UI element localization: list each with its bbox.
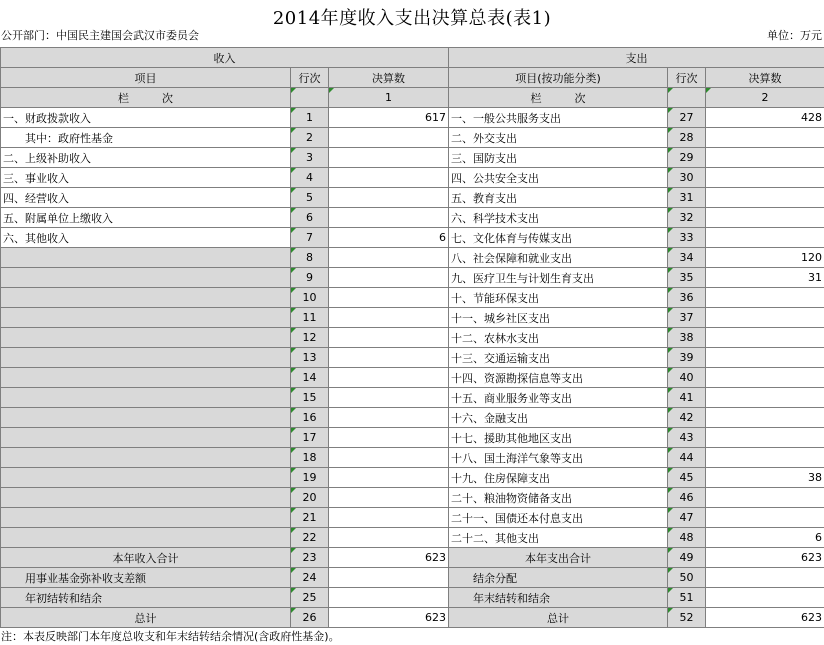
- income-header: 收入: [1, 48, 449, 68]
- income-amount[interactable]: [329, 268, 449, 288]
- table-row: [1, 408, 824, 428]
- income-row-number: 22: [291, 528, 329, 548]
- expense-amount-header: 决算数: [706, 68, 824, 88]
- table-row: [1, 348, 824, 368]
- income-amount[interactable]: [329, 348, 449, 368]
- expense-item: 五、教育支出: [449, 188, 668, 208]
- income-rowno-header: 行次: [291, 68, 329, 88]
- expense-item: 二十二、其他支出: [449, 528, 668, 548]
- expense-row-number: 48: [668, 528, 706, 548]
- table-row: [1, 208, 824, 228]
- expense-col-blank: [668, 88, 706, 108]
- income-item: [1, 268, 291, 288]
- expense-amount[interactable]: [706, 408, 824, 428]
- income-row-number: 10: [291, 288, 329, 308]
- expense-amount[interactable]: [706, 168, 824, 188]
- income-amount[interactable]: [329, 388, 449, 408]
- income-item: [1, 528, 291, 548]
- expense-total-label: 总计: [449, 608, 668, 628]
- income-col-index: 1: [329, 88, 449, 108]
- expense-row-number: 44: [668, 448, 706, 468]
- expense-item: 十九、住房保障支出: [449, 468, 668, 488]
- expense-amount[interactable]: 120: [706, 248, 824, 268]
- expense-header: 支出: [449, 48, 824, 68]
- total-row: [1, 568, 824, 588]
- income-item: [1, 448, 291, 468]
- income-item: [1, 508, 291, 528]
- expense-row-number: 43: [668, 428, 706, 448]
- expense-item: 十七、援助其他地区支出: [449, 428, 668, 448]
- income-item: 六、其他收入: [1, 228, 291, 248]
- expense-item: 十三、交通运输支出: [449, 348, 668, 368]
- income-total-label: 本年收入合计: [1, 548, 291, 568]
- expense-item: 三、国防支出: [449, 148, 668, 168]
- total-row: [1, 608, 824, 628]
- table-row: [1, 388, 824, 408]
- expense-item: 十五、商业服务业等支出: [449, 388, 668, 408]
- expense-row-number: 46: [668, 488, 706, 508]
- expense-item: 四、公共安全支出: [449, 168, 668, 188]
- expense-amount[interactable]: [706, 288, 824, 308]
- expense-row-number: 47: [668, 508, 706, 528]
- expense-row-number: 40: [668, 368, 706, 388]
- expense-amount[interactable]: [706, 308, 824, 328]
- income-amount[interactable]: [329, 328, 449, 348]
- expense-amount[interactable]: [706, 348, 824, 368]
- income-item: [1, 388, 291, 408]
- expense-row-number: 38: [668, 328, 706, 348]
- income-total-amount[interactable]: 623: [329, 548, 449, 568]
- expense-row-number: 49: [668, 548, 706, 568]
- income-row-number: 9: [291, 268, 329, 288]
- expense-item: 十二、农林水支出: [449, 328, 668, 348]
- income-total-label: 用事业基金弥补收支差额: [1, 568, 291, 588]
- expense-amount[interactable]: [706, 488, 824, 508]
- income-row-number: 14: [291, 368, 329, 388]
- income-total-amount[interactable]: [329, 588, 449, 608]
- income-row-number: 23: [291, 548, 329, 568]
- expense-row-number: 36: [668, 288, 706, 308]
- expense-item: 二、外交支出: [449, 128, 668, 148]
- income-item: 其中：政府性基金: [1, 128, 291, 148]
- table-row: [1, 108, 824, 128]
- table-row: [1, 488, 824, 508]
- expense-row-number: 28: [668, 128, 706, 148]
- income-item: [1, 248, 291, 268]
- expense-total-amount[interactable]: 623: [706, 608, 824, 628]
- income-total-amount[interactable]: [329, 568, 449, 588]
- table-row: [1, 268, 824, 288]
- income-row-number: 21: [291, 508, 329, 528]
- income-item: [1, 348, 291, 368]
- section-header-row: [1, 48, 824, 68]
- income-amount[interactable]: [329, 488, 449, 508]
- income-col-label: 栏 次: [1, 88, 291, 108]
- expense-item: 十六、金融支出: [449, 408, 668, 428]
- expense-row-number: 37: [668, 308, 706, 328]
- table-row: [1, 328, 824, 348]
- expense-item: 六、科学技术支出: [449, 208, 668, 228]
- income-amount[interactable]: [329, 308, 449, 328]
- table-row: [1, 468, 824, 488]
- income-row-number: 20: [291, 488, 329, 508]
- expense-total-label: 本年支出合计: [449, 548, 668, 568]
- expense-item: 二十一、国债还本付息支出: [449, 508, 668, 528]
- expense-item: 十一、城乡社区支出: [449, 308, 668, 328]
- income-amount[interactable]: [329, 428, 449, 448]
- department-label: 公开部门：中国民主建国会武汉市委员会: [1, 29, 199, 42]
- table-row: [1, 308, 824, 328]
- expense-amount[interactable]: 6: [706, 528, 824, 548]
- expense-amount[interactable]: [706, 128, 824, 148]
- expense-amount[interactable]: 31: [706, 268, 824, 288]
- table-row: [1, 368, 824, 388]
- footnote: 注：本表反映部门本年度总收支和年末结转结余情况(含政府性基金)。: [1, 630, 340, 643]
- expense-item: 二十、粮油物资储备支出: [449, 488, 668, 508]
- expense-row-number: 32: [668, 208, 706, 228]
- income-amount[interactable]: [329, 528, 449, 548]
- summary-table: [0, 47, 824, 628]
- income-row-number: 18: [291, 448, 329, 468]
- income-amount[interactable]: [329, 248, 449, 268]
- income-row-number: 8: [291, 248, 329, 268]
- income-amount[interactable]: [329, 128, 449, 148]
- expense-row-number: 31: [668, 188, 706, 208]
- expense-amount[interactable]: [706, 228, 824, 248]
- table-row: [1, 148, 824, 168]
- total-row: [1, 588, 824, 608]
- expense-rowno-header: 行次: [668, 68, 706, 88]
- expense-row-number: 52: [668, 608, 706, 628]
- expense-item: 九、医疗卫生与计划生育支出: [449, 268, 668, 288]
- income-row-number: 5: [291, 188, 329, 208]
- expense-row-number: 41: [668, 388, 706, 408]
- expense-row-number: 45: [668, 468, 706, 488]
- income-row-number: 3: [291, 148, 329, 168]
- income-total-amount[interactable]: 623: [329, 608, 449, 628]
- table-row: [1, 448, 824, 468]
- income-row-number: 12: [291, 328, 329, 348]
- income-row-number: 16: [291, 408, 329, 428]
- income-amount[interactable]: [329, 508, 449, 528]
- expense-row-number: 51: [668, 588, 706, 608]
- expense-total-amount[interactable]: [706, 588, 824, 608]
- income-item: 五、附属单位上缴收入: [1, 208, 291, 228]
- expense-amount[interactable]: [706, 208, 824, 228]
- expense-amount[interactable]: [706, 328, 824, 348]
- income-row-number: 11: [291, 308, 329, 328]
- expense-item-header: 项目(按功能分类): [449, 68, 668, 88]
- table-row: [1, 528, 824, 548]
- expense-col-label: 栏 次: [449, 88, 668, 108]
- income-row-number: 1: [291, 108, 329, 128]
- income-amount[interactable]: 6: [329, 228, 449, 248]
- expense-item: 十、节能环保支出: [449, 288, 668, 308]
- table-row: [1, 128, 824, 148]
- expense-row-number: 35: [668, 268, 706, 288]
- expense-item: 十八、国土海洋气象等支出: [449, 448, 668, 468]
- income-row-number: 15: [291, 388, 329, 408]
- income-item: [1, 408, 291, 428]
- income-item: [1, 328, 291, 348]
- income-item: [1, 288, 291, 308]
- expense-item: 七、文化体育与传媒支出: [449, 228, 668, 248]
- column-header-row: [1, 68, 824, 88]
- expense-amount[interactable]: [706, 148, 824, 168]
- total-row: [1, 548, 824, 568]
- expense-row-number: 39: [668, 348, 706, 368]
- expense-row-number: 34: [668, 248, 706, 268]
- income-item: 一、财政拨款收入: [1, 108, 291, 128]
- income-row-number: 26: [291, 608, 329, 628]
- income-item: [1, 308, 291, 328]
- income-row-number: 13: [291, 348, 329, 368]
- income-item: [1, 468, 291, 488]
- table-row: [1, 248, 824, 268]
- income-amount[interactable]: [329, 468, 449, 488]
- income-row-number: 25: [291, 588, 329, 608]
- income-amount-header: 决算数: [329, 68, 449, 88]
- income-col-blank: [291, 88, 329, 108]
- income-total-label: 年初结转和结余: [1, 588, 291, 608]
- income-item: [1, 428, 291, 448]
- table-row: [1, 288, 824, 308]
- expense-amount[interactable]: 428: [706, 108, 824, 128]
- column-index-row: [1, 88, 824, 108]
- expense-row-number: 29: [668, 148, 706, 168]
- income-total-label: 总计: [1, 608, 291, 628]
- income-row-number: 7: [291, 228, 329, 248]
- expense-amount[interactable]: [706, 428, 824, 448]
- expense-item: 一、一般公共服务支出: [449, 108, 668, 128]
- income-item: 三、事业收入: [1, 168, 291, 188]
- table-row: [1, 168, 824, 188]
- income-amount[interactable]: [329, 188, 449, 208]
- income-row-number: 24: [291, 568, 329, 588]
- expense-total-label: 年末结转和结余: [449, 588, 668, 608]
- expense-amount[interactable]: [706, 448, 824, 468]
- income-amount[interactable]: [329, 148, 449, 168]
- expense-row-number: 50: [668, 568, 706, 588]
- expense-amount[interactable]: [706, 388, 824, 408]
- income-amount[interactable]: [329, 208, 449, 228]
- income-item: [1, 488, 291, 508]
- income-item-header: 项目: [1, 68, 291, 88]
- expense-total-amount[interactable]: 623: [706, 548, 824, 568]
- expense-total-amount[interactable]: [706, 568, 824, 588]
- expense-row-number: 42: [668, 408, 706, 428]
- income-item: 四、经营收入: [1, 188, 291, 208]
- income-row-number: 4: [291, 168, 329, 188]
- income-amount[interactable]: [329, 168, 449, 188]
- expense-item: 十四、资源勘探信息等支出: [449, 368, 668, 388]
- expense-col-index: 2: [706, 88, 824, 108]
- expense-row-number: 33: [668, 228, 706, 248]
- income-amount[interactable]: 617: [329, 108, 449, 128]
- income-amount[interactable]: [329, 288, 449, 308]
- income-amount[interactable]: [329, 408, 449, 428]
- expense-amount[interactable]: [706, 368, 824, 388]
- expense-amount[interactable]: [706, 508, 824, 528]
- income-amount[interactable]: [329, 448, 449, 468]
- income-row-number: 2: [291, 128, 329, 148]
- expense-amount[interactable]: [706, 188, 824, 208]
- table-row: [1, 228, 824, 248]
- expense-item: 八、社会保障和就业支出: [449, 248, 668, 268]
- income-row-number: 17: [291, 428, 329, 448]
- expense-row-number: 27: [668, 108, 706, 128]
- income-row-number: 6: [291, 208, 329, 228]
- page-title: 2014年度收入支出决算总表(表1): [272, 8, 552, 29]
- income-item: 二、上级补助收入: [1, 148, 291, 168]
- income-row-number: 19: [291, 468, 329, 488]
- income-amount[interactable]: [329, 368, 449, 388]
- expense-total-label: 结余分配: [449, 568, 668, 588]
- expense-amount[interactable]: 38: [706, 468, 824, 488]
- table-row: [1, 508, 824, 528]
- unit-label: 单位：万元: [767, 29, 822, 42]
- table-row: [1, 188, 824, 208]
- expense-row-number: 30: [668, 168, 706, 188]
- table-row: [1, 428, 824, 448]
- income-item: [1, 368, 291, 388]
